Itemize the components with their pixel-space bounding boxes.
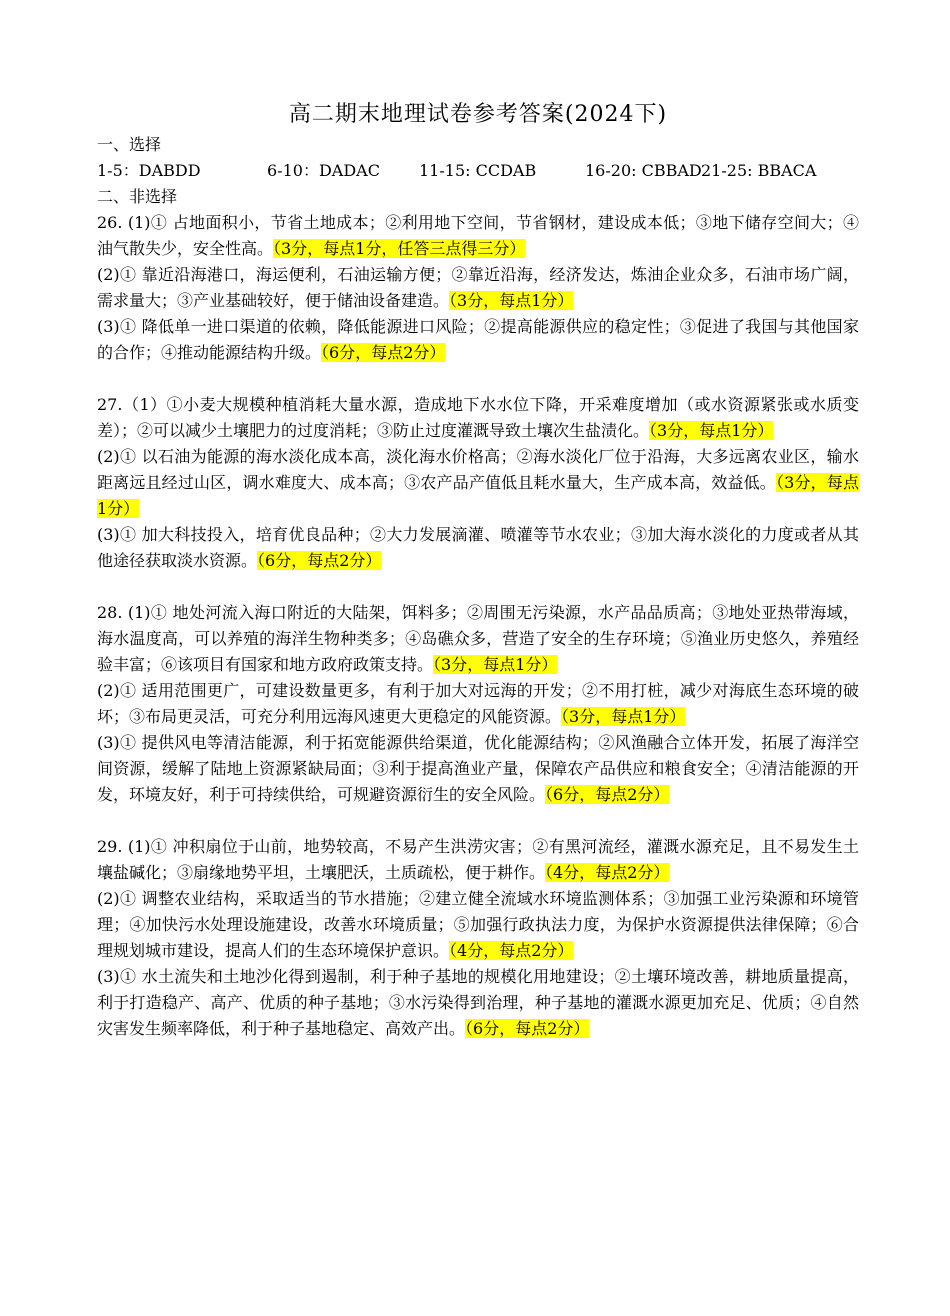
q29-part1 — [97, 834, 859, 886]
answer-text: 28. (1)① 地处河流入海口附近的大陆架，饵料多；②周围无污染源，水产品品质高；③地处亚热带海域，海水温度高，可以养殖的海洋生物种类多；④岛礁众多，营造了安全的生存环境；⑤渔业历史悠久，养殖经验丰富；⑥该项目有国家和地方政府政策支持。 — [97, 603, 859, 674]
q28-part1 — [97, 600, 859, 678]
answer-text: 27.（1）①小麦大规模种植消耗大量水源，造成地下水水位下降，开采难度增加（或水资源紧张或水质变差）；②可以减少土壤肥力的过度消耗；③防止过度灌溉导致土壤次生盐渍化。 — [97, 395, 859, 440]
q27-part1 — [97, 392, 859, 444]
q26-part3 — [97, 314, 859, 366]
score-highlight: （3分，每点1分） — [433, 655, 558, 674]
answer-sheet — [97, 100, 859, 1042]
section-heading-nonchoice: 二、非选择 — [97, 187, 178, 206]
q27-part2 — [97, 444, 859, 522]
score-highlight: （6分，每点2分） — [257, 551, 382, 570]
answer-text: (2)① 以石油为能源的海水淡化成本高，淡化海水价格高；②海水淡化厂位于沿海，大多远离农业区，输水距离远且经过山区，调水难度大、成本高；③农产品产值低且耗水量大，生产成本高，效益低。 — [97, 447, 859, 492]
spacer — [97, 808, 859, 834]
choice-answer-group: 16-20: CBBAD — [585, 161, 702, 180]
score-highlight: （3分，每点1分） — [649, 421, 774, 440]
answer-text: 29. (1)① 冲积扇位于山前，地势较高，不易产生洪涝灾害；②有黑河流经，灌溉水源充足，且不易发生土壤盐碱化；③扇缘地势平坦，土壤肥沃，土质疏松，便于耕作。 — [97, 837, 859, 882]
answer-text: (3)① 提供风电等清洁能源，利于拓宽能源供给渠道，优化能源结构；②风渔融合立体开发，拓展了海洋空间资源，缓解了陆地上资源紧缺局面；③利于提高渔业产量，保障农产品供应和粮食安全；④清洁能源的开发，环境友好，利于可持续供给，可规避资源衍生的安全风险。 — [97, 733, 859, 804]
choice-answer-group: 1-5：DABDD — [97, 161, 201, 180]
score-highlight: （6分，每点2分） — [321, 343, 446, 362]
q27-part3 — [97, 522, 859, 574]
answer-text: 26. (1)① 占地面积小，节省土地成本；②利用地下空间，节省钢材，建设成本低；③地下储存空间大；④油气散失少，安全性高。 — [97, 213, 859, 258]
section-heading-choice: 一、选择 — [97, 135, 162, 154]
spacer — [97, 574, 859, 600]
answer-text: (3)① 加大科技投入，培育优良品种；②大力发展滴灌、喷灌等节水农业；③加大海水淡化的力度或者从其他途径获取淡水资源。 — [97, 525, 859, 570]
q28-part3 — [97, 730, 859, 808]
score-highlight: （3分，每点1分） — [449, 291, 574, 310]
q29-part2 — [97, 886, 859, 964]
score-highlight: （3分，每点1分，任答三点得三分） — [273, 239, 526, 258]
q29-part3 — [97, 964, 859, 1042]
choice-answer-group: 21-25: BBACA — [701, 161, 817, 180]
answer-text: (3)① 降低单一进口渠道的依赖，降低能源进口风险；②提高能源供应的稳定性；③促进了我国与其他国家的合作；④推动能源结构升级。 — [97, 317, 859, 362]
answer-text: (2)① 靠近沿海港口，海运便利，石油运输方便；②靠近沿海，经济发达，炼油企业众多，石油市场广阔，需求量大；③产业基础较好，便于储油设备建造。 — [97, 265, 859, 310]
score-highlight: （3分，每点1分） — [97, 473, 859, 518]
page-title: 高二期末地理试卷参考答案(2024下) — [288, 102, 668, 127]
answer-text: (2)① 适用范围更广，可建设数量更多，有利于加大对远海的开发；②不用打桩，减少对海底生态环境的破坏；③布局更灵活，可充分利用远海风速更大更稳定的风能资源。 — [97, 681, 859, 726]
q26-part2 — [97, 262, 859, 314]
q28-part2 — [97, 678, 859, 730]
score-highlight: （4分，每点2分） — [545, 863, 670, 882]
choice-answer-group: 11-15: CCDAB — [419, 161, 537, 180]
choice-answer-group: 6-10：DADAC — [267, 161, 380, 180]
choice-answers-row — [97, 158, 859, 184]
q26-part1 — [97, 210, 859, 262]
answer-text: (2)① 调整农业结构，采取适当的节水措施；②建立健全流域水环境监测体系；③加强工业污染源和环境管理；④加快污水处理设施建设，改善水环境质量；⑤加强行政执法力度，为保护水资源提供法律保障；⑥合理规划城市建设，提高人们的生态环境保护意识。 — [97, 889, 859, 960]
answer-text: (3)① 水土流失和土地沙化得到遏制，利于种子基地的规模化用地建设；②土壤环境改善，耕地质量提高，利于打造稳产、高产、优质的种子基地；③水污染得到治理，种子基地的灌溉水源更加充足、优质；④自然灾害发生频率降低，利于种子基地稳定、高效产出。 — [97, 967, 859, 1038]
score-highlight: （3分，每点1分） — [561, 707, 686, 726]
spacer — [97, 366, 859, 392]
score-highlight: （6分，每点2分） — [465, 1019, 590, 1038]
score-highlight: （6分，每点2分） — [545, 785, 670, 804]
score-highlight: （4分，每点2分） — [449, 941, 574, 960]
